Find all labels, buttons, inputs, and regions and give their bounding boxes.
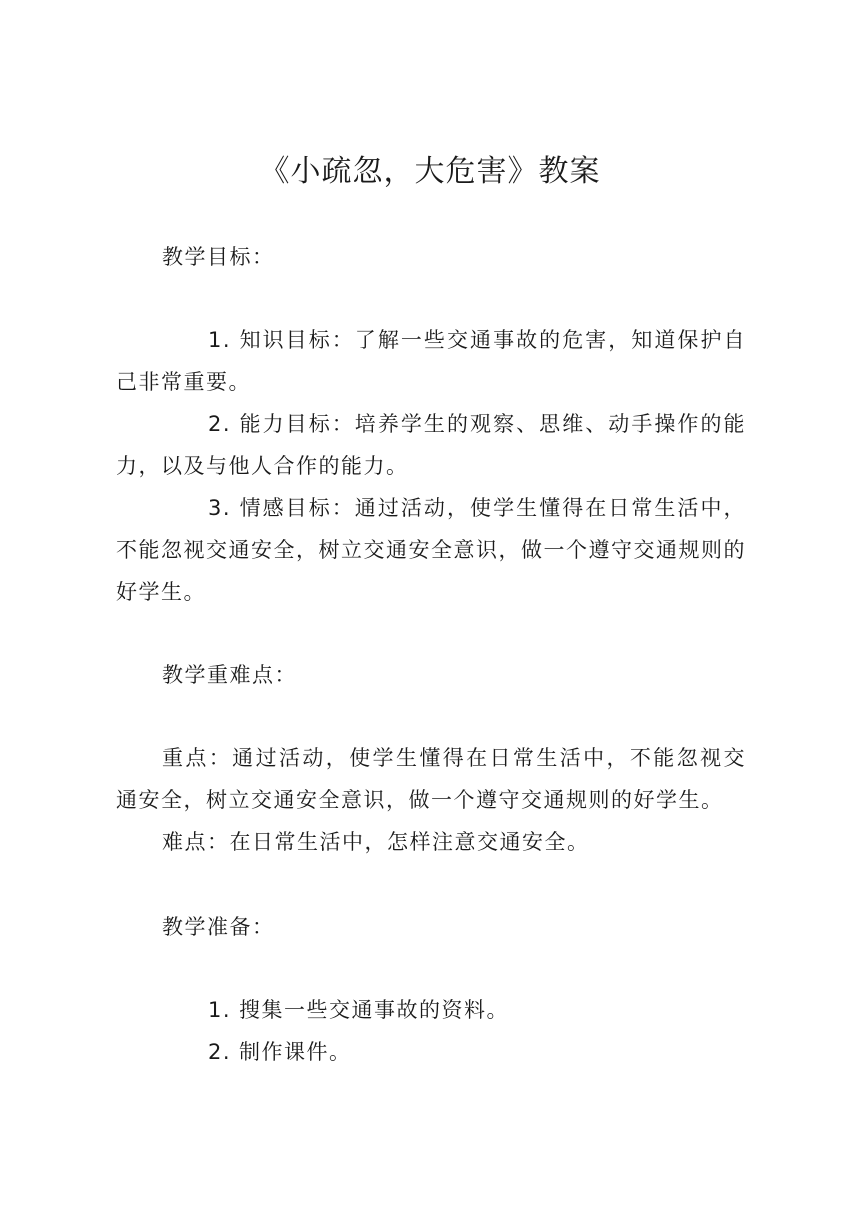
objective-num-2: 2. bbox=[208, 412, 232, 436]
preparation-text-1: 搜集一些交通事故的资料。 bbox=[239, 998, 510, 1022]
preparation-num-1: 1. bbox=[208, 998, 232, 1022]
preparation-text-2: 制作课件。 bbox=[239, 1040, 352, 1064]
objectives-heading: 教学目标： bbox=[162, 245, 275, 269]
key-points-heading: 教学重难点： bbox=[162, 663, 297, 687]
key-points-body bbox=[116, 737, 746, 863]
key-point-text: 重点：通过活动，使学生懂得在日常生活中，不能忽视交通安全，树立交通安全意识，做一个遵守交通规则的好学生。 bbox=[116, 746, 746, 812]
objective-num-3: 3. bbox=[208, 496, 232, 520]
objectives-list bbox=[116, 319, 746, 613]
objective-text-1: 知识目标：了解一些交通事故的危害，知道保护自己非常重要。 bbox=[116, 328, 746, 394]
objective-num-1: 1. bbox=[208, 328, 232, 352]
preparation-num-2: 2. bbox=[208, 1040, 232, 1064]
preparation-item-2 bbox=[116, 1031, 746, 1073]
objective-text-3: 情感目标：通过活动，使学生懂得在日常生活中，不能忽视交通安全，树立交通安全意识，做一个遵守交通规则的好学生。 bbox=[116, 496, 746, 604]
preparation-item-1 bbox=[116, 989, 746, 1031]
objective-item-3 bbox=[116, 487, 746, 613]
objectives-heading-block bbox=[116, 236, 746, 278]
preparation-list bbox=[116, 989, 746, 1073]
preparation-heading-block bbox=[116, 906, 746, 948]
document-title: 《小疏忽，大危害》教案 bbox=[259, 154, 601, 189]
preparation-heading: 教学准备： bbox=[162, 915, 275, 939]
key-points-heading-block bbox=[116, 654, 746, 696]
objective-item-1 bbox=[116, 319, 746, 403]
objective-text-2: 能力目标：培养学生的观察、思维、动手操作的能力，以及与他人合作的能力。 bbox=[116, 412, 746, 478]
objective-item-2 bbox=[116, 403, 746, 487]
difficult-point-text: 难点：在日常生活中，怎样注意交通安全。 bbox=[162, 830, 590, 854]
